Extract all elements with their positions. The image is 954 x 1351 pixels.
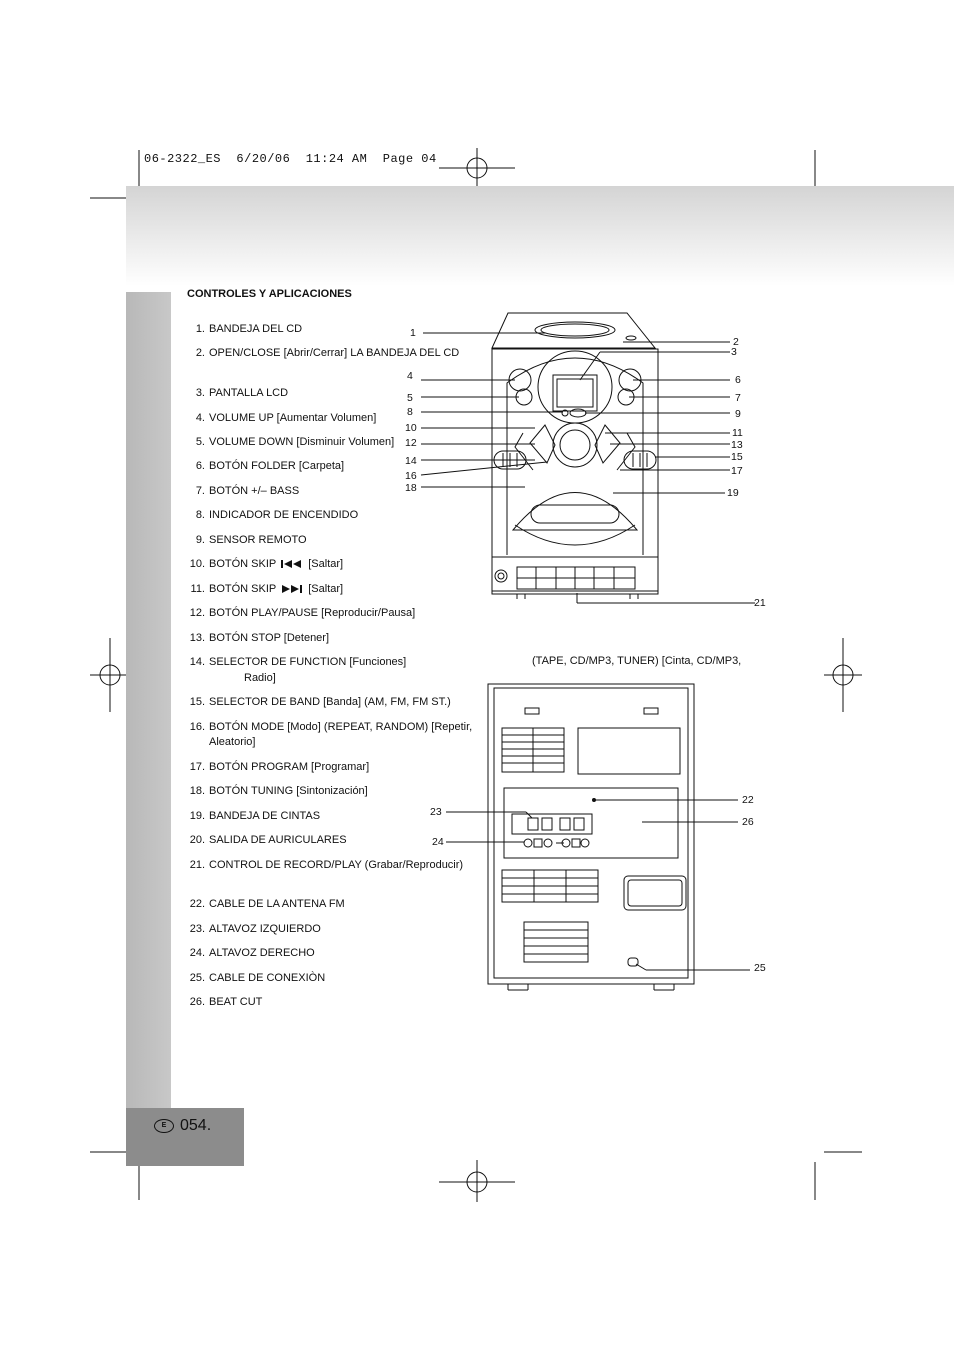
page-number: 054. <box>180 1117 212 1134</box>
callout-1: 1 <box>410 327 416 339</box>
lcd-display <box>553 375 597 411</box>
callout-15: 15 <box>731 451 743 463</box>
callout-3: 3 <box>731 346 737 358</box>
callout-16: 16 <box>405 470 417 482</box>
callout-11: 11 <box>732 427 743 439</box>
file-info-header: 06-2322_ES 6/20/06 11:24 AM Page 04 <box>144 152 437 166</box>
callout-25: 25 <box>754 962 766 974</box>
callout-24: 24 <box>432 836 444 848</box>
connector-panel <box>504 788 678 858</box>
callout-6: 6 <box>735 374 741 386</box>
callout-22: 22 <box>742 794 754 806</box>
callout-18: 18 <box>405 482 417 494</box>
cd-lid <box>492 313 655 348</box>
side-band <box>126 292 171 1110</box>
callout-26: 26 <box>742 816 754 828</box>
callout-12: 12 <box>405 437 417 449</box>
callout-13: 13 <box>731 439 743 451</box>
front-view-diagram <box>395 305 780 610</box>
header-band <box>126 186 954 286</box>
callout-19: 19 <box>727 487 739 499</box>
callout-14: 14 <box>405 455 417 467</box>
callout-4: 4 <box>407 370 413 382</box>
skip-forward-icon <box>280 584 304 594</box>
language-badge: E <box>154 1119 174 1133</box>
callout-5: 5 <box>407 392 413 404</box>
callout-7: 7 <box>735 392 741 404</box>
callout-21: 21 <box>754 597 766 609</box>
section-title: CONTROLES Y APLICACIONES <box>187 288 352 300</box>
callout-2: 2 <box>733 336 739 348</box>
callout-10: 10 <box>405 422 417 434</box>
back-view-diagram <box>428 682 773 994</box>
skip-back-icon <box>280 559 304 569</box>
page-footer <box>154 1117 211 1135</box>
callout-8: 8 <box>407 406 413 418</box>
callout-23: 23 <box>430 806 442 818</box>
callout-9: 9 <box>735 408 741 420</box>
callout-17: 17 <box>731 465 743 477</box>
item-14-extra: (TAPE, CD/MP3, TUNER) [Cinta, CD/MP3, <box>532 655 742 667</box>
